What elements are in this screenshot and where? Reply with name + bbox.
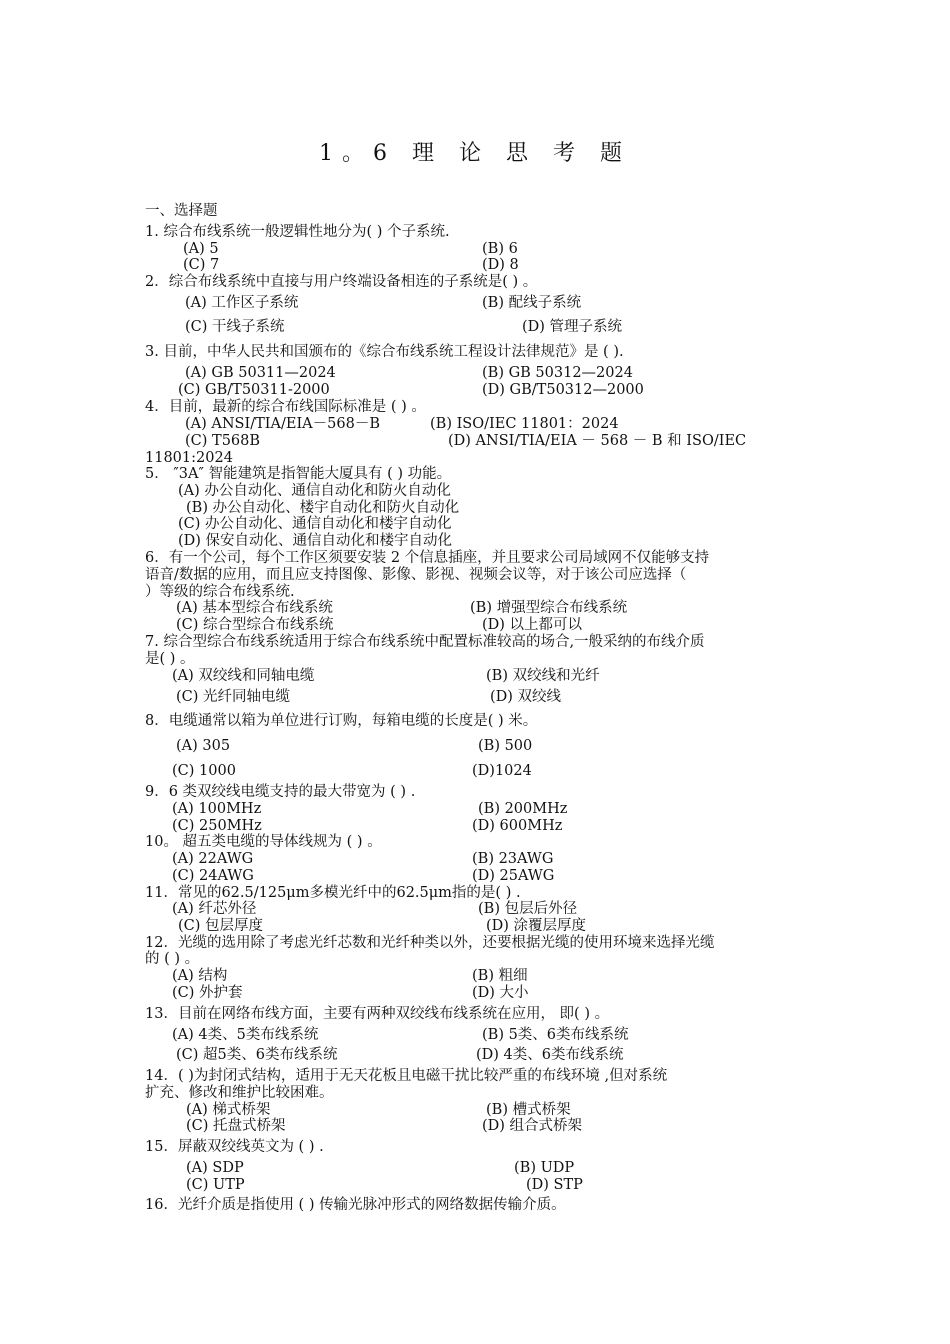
question-14-line-2: 扩充、修改和维护比较困难。 xyxy=(145,1085,334,1101)
q10-option-c: (C) 24AWG xyxy=(172,868,254,884)
question-5: 5． ″3A″ 智能建筑是指智能大厦具有 ( ) 功能。 xyxy=(145,466,452,482)
question-9: 9．6 类双绞线电缆支持的最大带宽为 ( ) . xyxy=(145,784,416,800)
q2-option-a: (A) 工作区子系统 xyxy=(185,295,299,311)
q3-option-d: (D) GB/T50312—2000 xyxy=(482,382,644,398)
q5-option-a: (A) 办公自动化、通信自动化和防火自动化 xyxy=(178,483,451,499)
q10-option-b: (B) 23AWG xyxy=(472,851,554,867)
q15-option-d: (D) STP xyxy=(526,1177,583,1193)
q8-option-c: (C) 1000 xyxy=(172,763,236,779)
q14-option-d: (D) 组合式桥架 xyxy=(482,1118,583,1134)
question-13: 13．目前在网络布线方面，主要有两种双绞线布线系统在应用， 即( ) 。 xyxy=(145,1006,610,1022)
q6-option-b: (B) 增强型综合布线系统 xyxy=(470,600,628,616)
q2-option-b: (B) 配线子系统 xyxy=(482,295,582,311)
q8-option-b: (B) 500 xyxy=(478,738,533,754)
q15-option-b: (B) UDP xyxy=(514,1160,575,1176)
q1-option-a: (A) 5 xyxy=(183,241,219,257)
question-12-line-2: 的 ( ) 。 xyxy=(145,951,200,967)
q11-option-b: (B) 包层后外径 xyxy=(478,901,578,917)
question-12: 12．光缆的选用除了考虑光纤芯数和光纤种类以外，还要根据光缆的使用环境来选择光缆 xyxy=(145,935,715,951)
q9-option-d: (D) 600MHz xyxy=(472,818,563,834)
q8-option-d: (D)1024 xyxy=(472,763,532,779)
q12-option-c: (C) 外护套 xyxy=(172,985,243,1001)
question-3: 3. 目前，中华人民共和国颁布的《综合布线系统工程设计法律规范》是 ( ). xyxy=(145,344,624,360)
question-6: 6．有一个公司，每个工作区须要安装 2 个信息插座，并且要求公司局域网不仅能够支持 xyxy=(145,550,710,566)
q14-option-b: (B) 槽式桥架 xyxy=(486,1102,571,1118)
q10-option-d: (D) 25AWG xyxy=(472,868,555,884)
q9-option-b: (B) 200MHz xyxy=(478,801,568,817)
section-heading: 一、选择题 xyxy=(145,203,218,219)
q6-option-c: (C) 综合型综合布线系统 xyxy=(176,617,334,633)
question-7-line-2: 是( ) 。 xyxy=(145,651,195,667)
question-14: 14．( )为封闭式结构，适用于无天花板且电磁干扰比较严重的布线环境 ,但对系统 xyxy=(145,1068,668,1084)
q11-option-a: (A) 纤芯外径 xyxy=(172,901,257,917)
q12-option-b: (B) 粗细 xyxy=(472,968,528,984)
question-10: 10。 超五类电缆的导体线规为 ( ) 。 xyxy=(145,834,382,850)
q13-option-b: (B) 5类、6类布线系统 xyxy=(482,1027,629,1043)
q3-option-b: (B) GB 50312—2024 xyxy=(482,365,633,381)
q2-option-c: (C) 干线子系统 xyxy=(185,319,285,335)
question-7: 7. 综合型综合布线系统适用于综合布线系统中配置标准较高的场合,一般采纳的布线介质 xyxy=(145,634,705,650)
q7-option-c: (C) 光纤同轴电缆 xyxy=(176,689,291,705)
q15-option-a: (A) SDP xyxy=(186,1160,244,1176)
q9-option-a: (A) 100MHz xyxy=(172,801,262,817)
q3-option-c: (C) GB/T50311-2000 xyxy=(178,382,330,398)
q4-option-d-continued: 11801:2024 xyxy=(145,450,233,466)
q13-option-d: (D) 4类、6类布线系统 xyxy=(476,1047,624,1063)
q1-option-d: (D) 8 xyxy=(482,257,519,273)
q13-option-a: (A) 4类、5类布线系统 xyxy=(172,1027,319,1043)
q10-option-a: (A) 22AWG xyxy=(172,851,254,867)
q4-option-a: (A) ANSI/TIA/EIA－568－B xyxy=(185,416,380,432)
q5-option-b: (B) 办公自动化、楼宇自动化和防火自动化 xyxy=(186,500,460,516)
question-6-line-2: 语音/数据的应用，而且应支持图像、影像、影视、视频会议等，对于该公司应选择（ xyxy=(145,567,687,583)
q7-option-b: (B) 双绞线和光纤 xyxy=(486,668,600,684)
question-8: 8．电缆通常以箱为单位进行订购，每箱电缆的长度是( ) 米。 xyxy=(145,713,538,729)
q14-option-c: (C) 托盘式桥架 xyxy=(186,1118,286,1134)
q4-option-d: (D) ANSI/TIA/EIA － 568 － B 和 ISO/IEC xyxy=(448,433,747,449)
q3-option-a: (A) GB 50311—2024 xyxy=(185,365,336,381)
page-title: 1。6 理 论 思 考 题 xyxy=(319,141,631,166)
q1-option-c: (C) 7 xyxy=(183,257,220,273)
q2-option-d: (D) 管理子系统 xyxy=(522,319,623,335)
q11-option-d: (D) 涂覆层厚度 xyxy=(486,918,587,934)
q6-option-d: (D) 以上都可以 xyxy=(482,617,583,633)
question-1: 1. 综合布线系统一般逻辑性地分为( ) 个子系统. xyxy=(145,224,450,240)
q7-option-d: (D) 双绞线 xyxy=(490,689,562,705)
question-4: 4．目前，最新的综合布线国际标准是 ( ) 。 xyxy=(145,399,426,415)
question-11: 11．常见的62.5/125μm多模光纤中的62.5μm指的是( ) . xyxy=(145,885,521,901)
q15-option-c: (C) UTP xyxy=(186,1177,245,1193)
q1-option-b: (B) 6 xyxy=(482,241,518,257)
q9-option-c: (C) 250MHz xyxy=(172,818,262,834)
q14-option-a: (A) 梯式桥架 xyxy=(186,1102,271,1118)
q4-option-b: (B) ISO/IEC 11801：2024 xyxy=(430,416,619,432)
q8-option-a: (A) 305 xyxy=(176,738,231,754)
q11-option-c: (C) 包层厚度 xyxy=(178,918,264,934)
q13-option-c: (C) 超5类、6类布线系统 xyxy=(176,1047,338,1063)
question-16: 16．光纤介质是指使用 ( ) 传输光脉冲形式的网络数据传输介质。 xyxy=(145,1197,566,1213)
question-15: 15．屏蔽双绞线英文为 ( ) . xyxy=(145,1139,324,1155)
q4-option-c: (C) T568B xyxy=(185,433,261,449)
q12-option-d: (D) 大小 xyxy=(472,985,529,1001)
q5-option-d: (D) 保安自动化、通信自动化和楼宇自动化 xyxy=(178,533,453,549)
question-6-line-3: ）等级的综合布线系统. xyxy=(145,584,295,600)
q6-option-a: (A) 基本型综合布线系统 xyxy=(176,600,333,616)
q7-option-a: (A) 双绞线和同轴电缆 xyxy=(172,668,315,684)
q12-option-a: (A) 结构 xyxy=(172,968,228,984)
question-2: 2．综合布线系统中直接与用户终端设备相连的子系统是( ) 。 xyxy=(145,274,538,290)
q5-option-c: (C) 办公自动化、通信自动化和楼宇自动化 xyxy=(178,516,452,532)
